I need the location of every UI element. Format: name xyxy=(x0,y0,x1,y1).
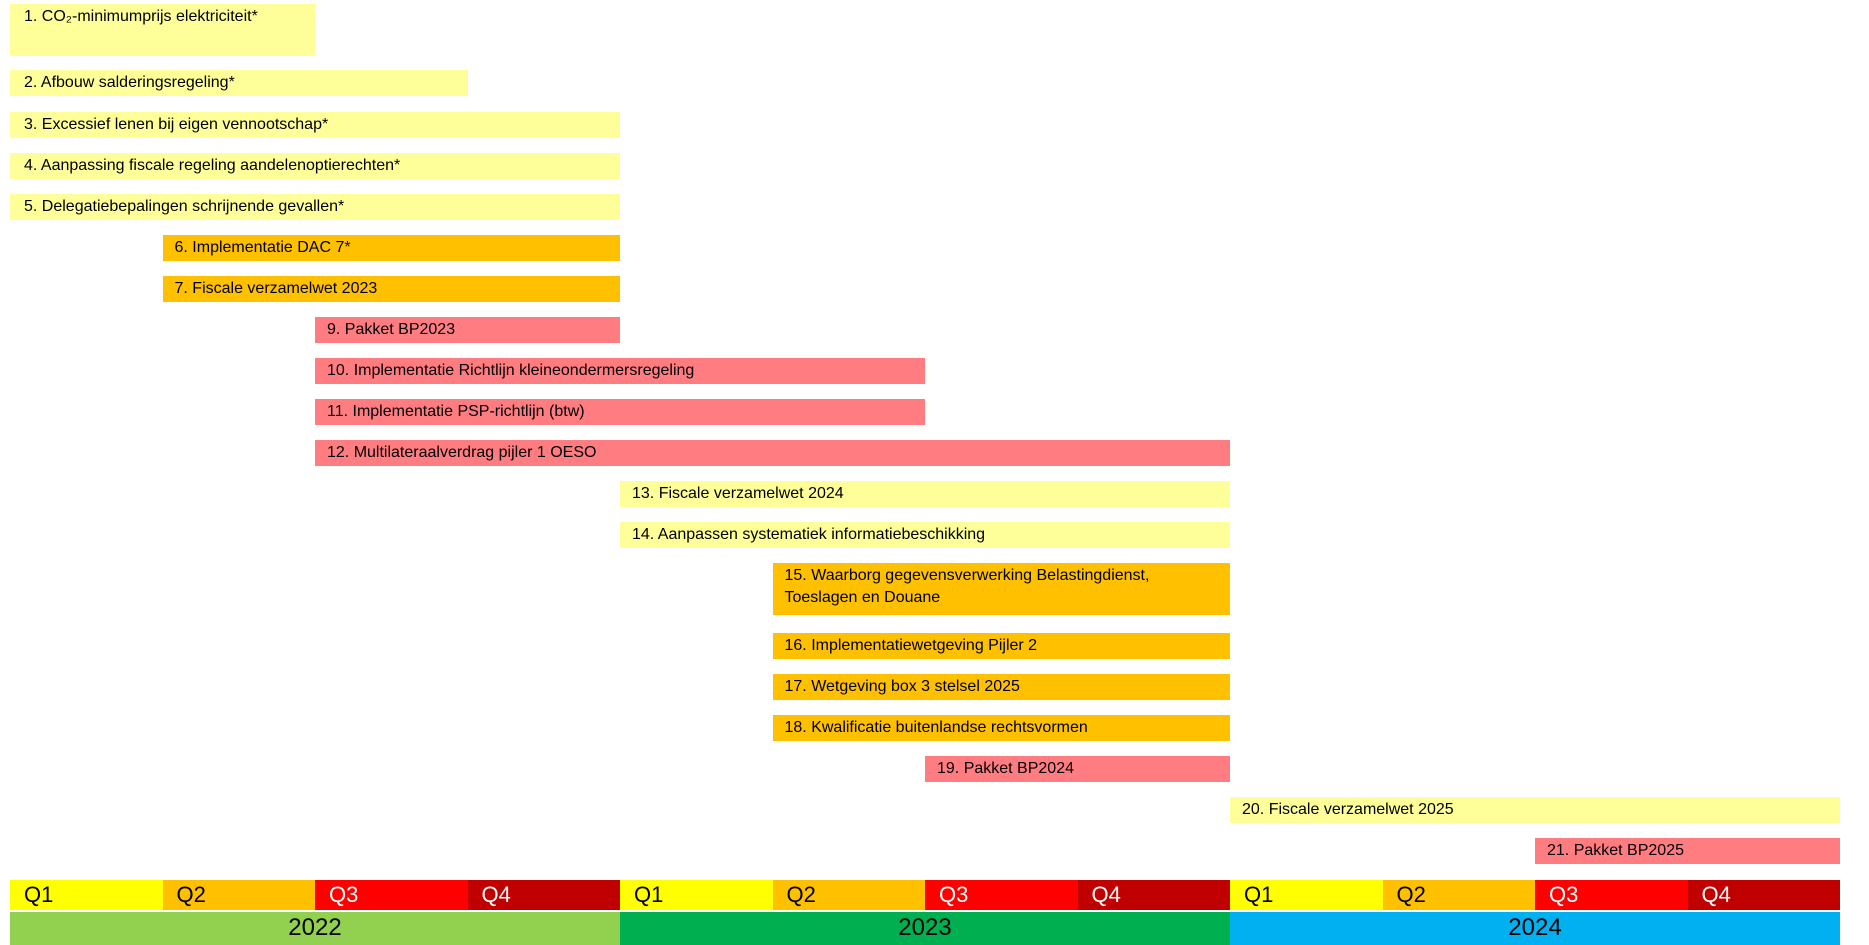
task-bar: 19. Pakket BP2024 xyxy=(925,756,1230,782)
quarter-label: Q1 xyxy=(1230,880,1383,910)
quarter-label: Q3 xyxy=(315,880,468,910)
task-bar: 1. CO₂-minimumprijs elektriciteit* xyxy=(10,4,315,56)
task-bar: 3. Excessief lenen bij eigen vennootschap* xyxy=(10,112,620,138)
quarter-label: Q2 xyxy=(163,880,316,910)
task-bar: 17. Wetgeving box 3 stelsel 2025 xyxy=(773,674,1231,700)
task-bar: 10. Implementatie Richtlijn kleineondermersregeling xyxy=(315,358,925,384)
task-bar: 16. Implementatiewetgeving Pijler 2 xyxy=(773,633,1231,659)
task-bar: 12. Multilateraalverdrag pijler 1 OESO xyxy=(315,440,1230,466)
task-bar: 4. Aanpassing fiscale regeling aandelenoptierechten* xyxy=(10,153,620,179)
quarter-label: Q3 xyxy=(925,880,1078,910)
task-bar: 15. Waarborg gegevensverwerking Belastingdienst, Toeslagen en Douane xyxy=(773,563,1231,615)
task-bar: 18. Kwalificatie buitenlandse rechtsvormen xyxy=(773,715,1231,741)
quarter-label: Q3 xyxy=(1535,880,1688,910)
quarter-label: Q2 xyxy=(1383,880,1536,910)
quarter-label: Q1 xyxy=(620,880,773,910)
task-bar: 9. Pakket BP2023 xyxy=(315,317,620,343)
task-bar: 20. Fiscale verzamelwet 2025 xyxy=(1230,797,1840,823)
task-bar: 6. Implementatie DAC 7* xyxy=(163,235,621,261)
year-label: 2023 xyxy=(620,912,1230,945)
task-bar: 21. Pakket BP2025 xyxy=(1535,838,1840,864)
quarter-label: Q1 xyxy=(10,880,163,910)
task-bar: 2. Afbouw salderingsregeling* xyxy=(10,70,468,96)
year-label: 2022 xyxy=(10,912,620,945)
task-bar: 7. Fiscale verzamelwet 2023 xyxy=(163,276,621,302)
task-bar: 14. Aanpassen systematiek informatiebeschikking xyxy=(620,522,1230,548)
quarter-label: Q4 xyxy=(1688,880,1841,910)
quarter-label: Q2 xyxy=(773,880,926,910)
task-bar: 5. Delegatiebepalingen schrijnende gevallen* xyxy=(10,194,620,220)
quarter-label: Q4 xyxy=(468,880,621,910)
quarter-label: Q4 xyxy=(1078,880,1231,910)
task-bar: 11. Implementatie PSP-richtlijn (btw) xyxy=(315,399,925,425)
year-label: 2024 xyxy=(1230,912,1840,945)
task-bar: 13. Fiscale verzamelwet 2024 xyxy=(620,481,1230,507)
